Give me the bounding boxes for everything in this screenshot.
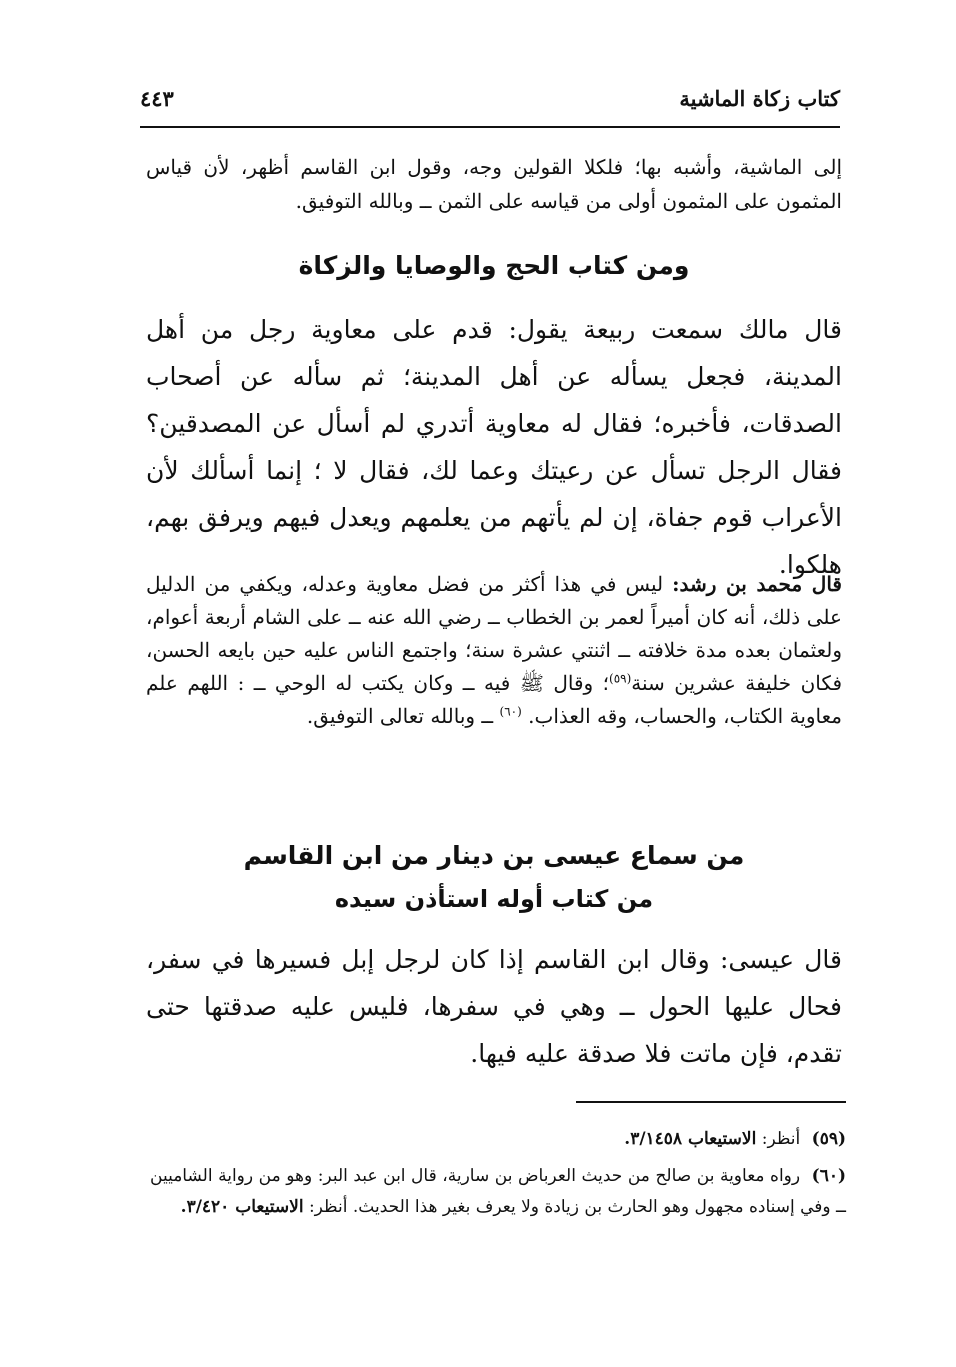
rabia-narration-paragraph: قال مالك سمعت ربيعة يقول: قدم على معاوية رجل من أهل المدينة، فجعل يسأله عن أهل المدينة؛ ثم سأله عن أصحاب الصدقات، فأخبره؛ فقال له معاوية أتدري لم أسأل عن المصدقين؟ فقال الرجل تسأل عن رعيتك وعما لك، فقال لا ؛ إنما أسألك لأن الأعراب قوم جفاة، إن لم يأتهم من يعلمهم ويعدل فيهم ويرفق بهم، هلكوا. xyxy=(146,315,842,579)
commentary-text-part2: ؛ وقال ﷺ فيه ــ وكان يكتب له الوحي ــ : اللهم علم معاوية الكتاب، والحساب، وقه العذاب. xyxy=(146,671,842,728)
page-number: ٤٤٣ xyxy=(140,86,174,111)
footnote-separator xyxy=(576,1101,846,1103)
commentary-text-part3: ــ وبالله تعالى التوفيق. xyxy=(306,704,494,728)
commentary-text-part1: ليس في هذا أكثر من فضل معاوية وعدله، ويكفي من الدليل على ذلك، أنه كان أميراً لعمر بن الخطاب ــ رضي الله عنه ــ على الشام أربعة أعوام، ولعثمان بعده مدة خلافته ــ اثنتي عشرة سنة؛ واجتمع الناس عليه حين بايعه الحسن، فكان خليفة عشرين سنة xyxy=(146,572,842,695)
section-heading-hajj: ومن كتاب الحج والوصايا والزكاة xyxy=(298,251,690,280)
footnote-source: الاستيعاب ٣/٤٢٠. xyxy=(180,1197,304,1217)
isa-narration-paragraph: قال عيسى: وقال ابن القاسم إذا كان لرجل إبل فسيرها في سفر، فحال عليها الحول ــ وهي في سفرها، فليس عليه صدقتها حتى تقدم، فإن ماتت فلا صدقة عليه فيها. xyxy=(146,945,842,1068)
footnote-ref-60: (٦٠) xyxy=(499,704,522,719)
footnote-number: (٦٠) xyxy=(811,1166,847,1186)
page-header xyxy=(140,82,840,128)
ibn-rushd-commentary xyxy=(146,568,842,733)
commentary-speaker: قال محمد بن رشد: xyxy=(672,572,842,596)
footnote-text: رواه معاوية بن صالح من حديث العرباض بن سارية، قال ابن عبد البر: وهو من رواية الشاميين ــ وفي إسناده مجهول وهو الحارث بن زيادة ولا يعرف بغير هذا الحديث. أنظر: xyxy=(150,1166,846,1217)
footnote-number: (٥٩) xyxy=(811,1129,846,1149)
footnotes xyxy=(150,1124,846,1229)
intro-paragraph: إلى الماشية، وأشبه بها؛ فلكلا القولين وجه، وقول ابن القاسم أظهر، لأن قياس المثمون على المثمون أولى من قياسه على الثمن ــ وبالله التوفيق. xyxy=(146,155,842,213)
footnote-60 xyxy=(150,1161,846,1223)
footnote-text: أنظر: xyxy=(761,1129,801,1149)
footnote-59 xyxy=(150,1124,846,1155)
footnote-source: الاستيعاب ٣/١٤٥٨. xyxy=(624,1129,757,1149)
section-heading-isa-line1: من سماع عيسى بن دينار من ابن القاسم xyxy=(243,841,745,870)
footnote-ref-59: (٥٩) xyxy=(609,671,632,686)
running-title: كتاب زكاة الماشية xyxy=(679,86,840,111)
section-heading-isa-line2: من كتاب أوله استأذن سيده xyxy=(334,885,654,913)
